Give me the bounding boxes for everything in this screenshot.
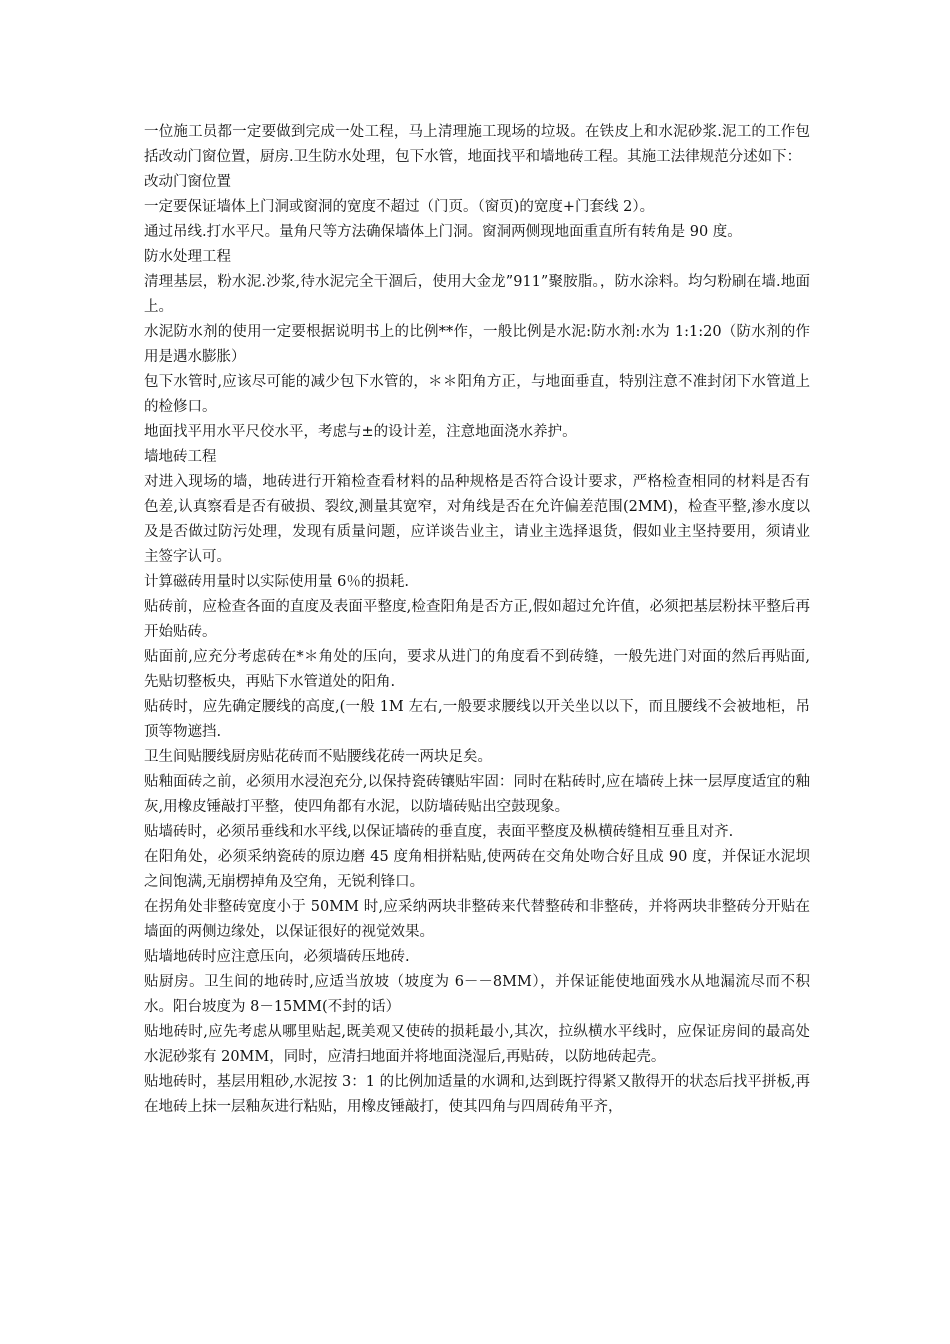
paragraph: 对进入现场的墙，地砖进行开箱检查看材料的品种规格是否符合设计要求，严格检查相同的材料是否有色差,认真察看是否有破损、裂纹,测量其宽窄，对角线是否在允许偏差范围(2MM)，检查平整,渗水度以及是否做过防污处理，发现有质量问题，应详谈告业主，请业主选择退货，假如业主坚持要用，须请业主签字认可。	[144, 474, 810, 565]
paragraph: 一定要保证墙体上门洞或窗洞的宽度不超过（门页。（窗页)的宽度+门套线 2）。	[144, 199, 655, 215]
paragraph: 贴面前,应充分考虑砖在*＊角处的压向，要求从进门的角度看不到砖缝，一般先进门对面的然后再贴面,先贴切整板央，再贴下水管道处的阳角.	[144, 649, 810, 690]
paragraph: 贴墙地砖时应注意压向，必须墙砖压地砖.	[144, 949, 410, 965]
paragraph: 在拐角处非整砖宽度小于 50MM 时,应采纳两块非整砖来代替整砖和非整砖，并将两块非整砖分开贴在墙面的两侧边缘处，以保证很好的视觉效果。	[144, 899, 810, 940]
paragraph: 地面找平用水平尺佼水平，考虑与±的设计差，注意地面浇水养护。	[144, 424, 577, 440]
paragraph: 包下水管时,应该尽可能的减少包下水管的，＊＊阳角方正，与地面垂直，特别注意不准封闭下水管道上的检修口。	[144, 374, 810, 415]
paragraph: 通过吊线.打水平尺。量角尺等方法确保墙体上门洞。窗洞两侧现地面重直所有转角是 90 度。	[144, 224, 742, 240]
paragraph: 贴地砖时，基层用粗砂,水泥按 3：1 的比例加适量的水调和,达到既拧得紧又散得开的状态后找平拼板,再在地砖上抹一层釉灰进行粘贴，用橡皮锤敲打，使其四角与四周砖角平齐，	[144, 1074, 810, 1115]
paragraph: 卫生间贴腰线厨房贴花砖而不贴腰线花砖一两块足矣。	[144, 749, 492, 765]
paragraph: 贴地砖时,应先考虑从哪里贴起,既美观又使砖的损耗最小,其次，拉纵横水平线时，应保证房间的最高处水泥砂浆有 20MM，同时，应清扫地面并将地面浇湿后,再贴砖，以防地砖起壳。	[144, 1024, 810, 1065]
section-heading-waterproofing: 防水处理工程	[144, 249, 231, 265]
section-heading-door-window: 改动门窗位置	[144, 174, 231, 190]
paragraph-intro: 一位施工员都一定要做到完成一处工程，马上清理施工现场的垃圾。在铁皮上和水泥砂浆.泥工的工作包括改动门窗位置，厨房.卫生防水处理，包下水管，地面找平和墙地砖工程。其施工法律规范分述如下：	[144, 124, 810, 165]
paragraph: 贴釉面砖之前，必须用水浸泡充分,以保持瓷砖镶贴牢固：同时在粘砖时,应在墙砖上抹一层厚度适宜的釉灰,用橡皮锤敲打平整，使四角都有水泥，以防墙砖贴出空鼓现象。	[144, 774, 810, 815]
paragraph: 在阳角处，必须采纳瓷砖的原边磨 45 度角相拼粘贴,使两砖在交角处吻合好且成 90 度，并保证水泥坝之间饱满,无崩楞掉角及空角，无锐利锋口。	[144, 849, 810, 890]
paragraph: 贴墙砖时，必须吊垂线和水平线,以保证墙砖的垂直度，表面平整度及枞横砖缝相互垂且对齐.	[144, 824, 734, 840]
section-heading-tiles: 墙地砖工程	[144, 449, 217, 465]
paragraph: 水泥防水剂的使用一定要根据说明书上的比例**作，一般比例是水泥:防水剂:水为 1:1:20（防水剂的作用是遇水膨胀）	[144, 324, 810, 365]
paragraph: 计算磁砖用量时以实际使用量 6％的损耗.	[144, 574, 409, 590]
paragraph: 贴砖时，应先确定腰线的高度,(一般 1M 左右,一般要求腰线以开关坐以以下，而且腰线不会被地柜，吊顶等物遮挡.	[144, 699, 810, 740]
paragraph: 贴厨房。卫生间的地砖时,应适当放坡（坡度为 6－－8MM），并保证能使地面残水从地漏流尽而不积水。阳台坡度为 8－15MM(不封的话）	[144, 974, 810, 1015]
paragraph: 贴砖前，应检查各面的直度及表面平整度,检查阳角是否方正,假如超过允许值，必须把基层粉抹平整后再开始贴砖。	[144, 599, 810, 640]
paragraph: 清理基层，粉水泥.沙浆,待水泥完全干涸后，使用大金龙”911”聚胺脂。，防水涂料。均匀粉刷在墙.地面上。	[144, 274, 810, 315]
document-page	[144, 120, 810, 1120]
